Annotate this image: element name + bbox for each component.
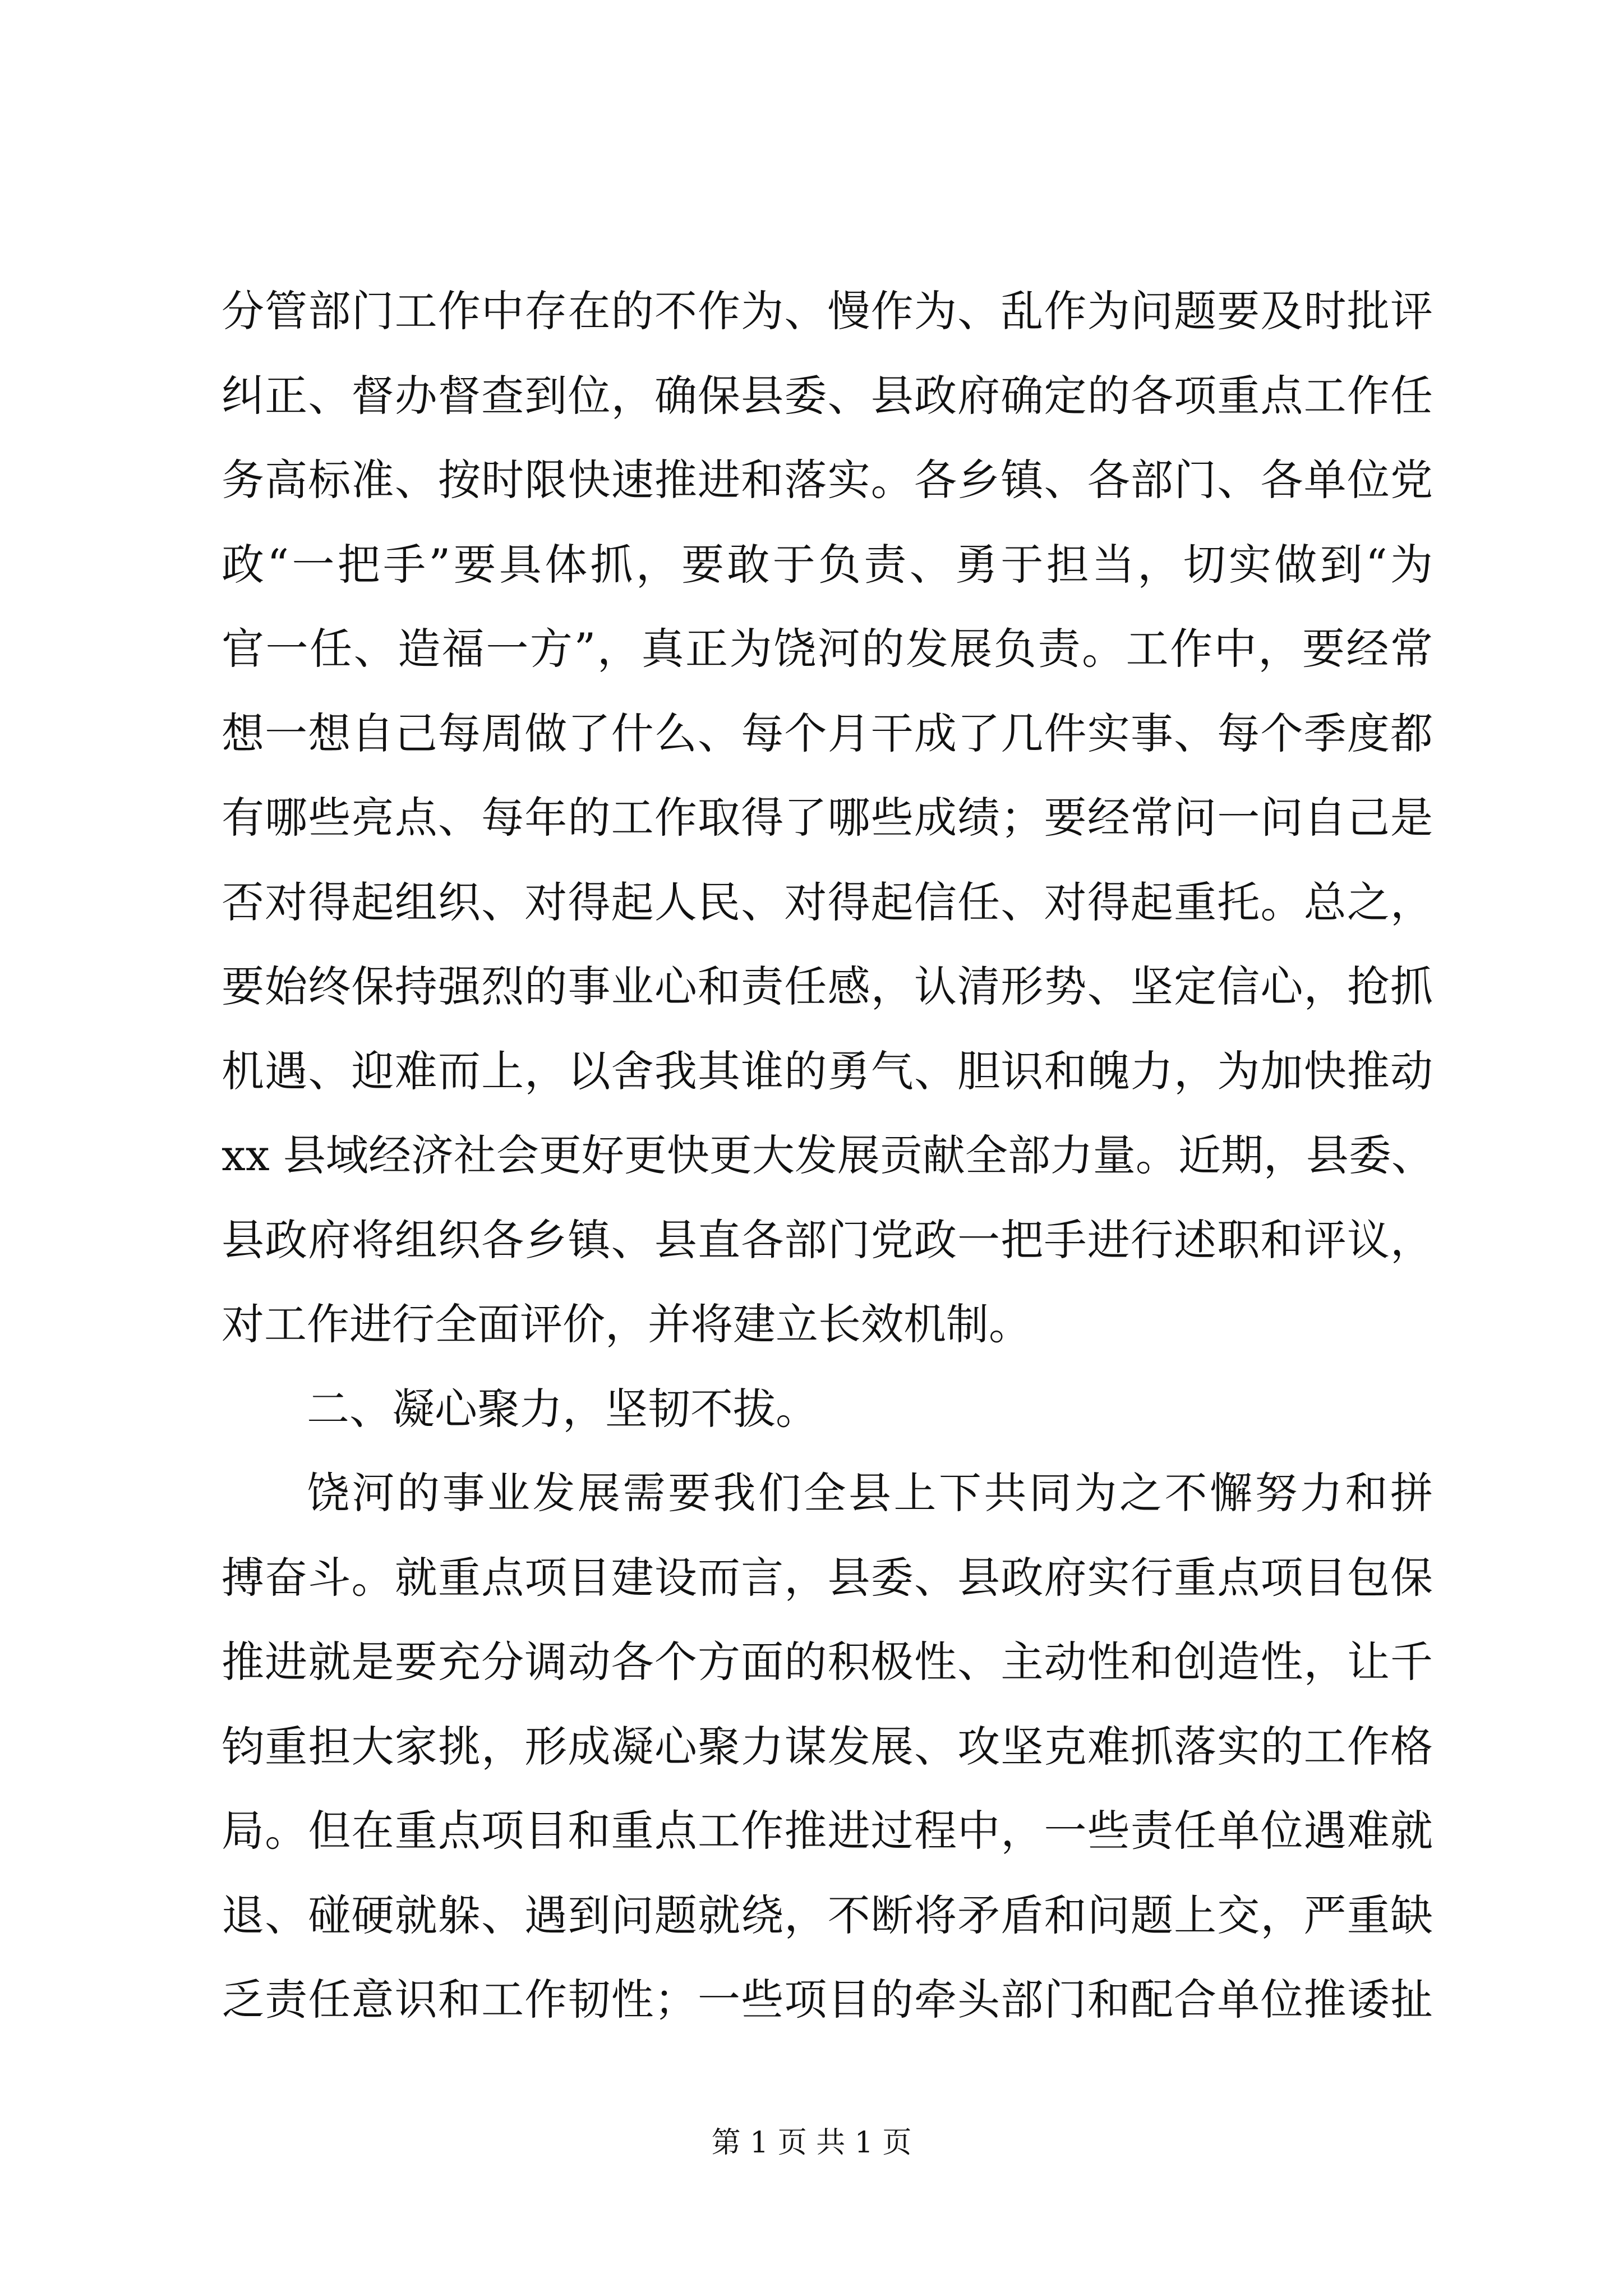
text-line: 县政府将组织各乡镇、县直各部门党政一把手进行述职和评议， xyxy=(222,1214,1433,1265)
page-number: 第 1 页 共 1 页 xyxy=(711,2126,912,2160)
text-line: 乏责任意识和工作韧性；一些项目的牵头部门和配合单位推诿扯 xyxy=(222,1975,1433,2024)
text-line: xx 县域经济社会更好更快更大发展贡献全部力量。近期，县委、 xyxy=(222,1130,1434,1180)
text-line: 纠正、督办督查到位，确保县委、县政府确定的各项重点工作任 xyxy=(222,370,1433,421)
document-body xyxy=(222,269,1433,2042)
text-line: 搏奋斗。就重点项目建设而言，县委、县政府实行重点项目包保 xyxy=(222,1552,1433,1603)
text-line: 机遇、迎难而上，以舍我其谁的勇气、胆识和魄力，为加快推动 xyxy=(222,1046,1433,1096)
text-line: 务高标准、按时限快速推进和落实。各乡镇、各部门、各单位党 xyxy=(222,455,1433,505)
text-line: 对工作进行全面评价，并将建立长效机制。 xyxy=(222,1299,1031,1349)
text-line: 钧重担大家挑，形成凝心聚力谋发展、攻坚克难抓落实的工作格 xyxy=(222,1721,1433,1772)
text-line: 饶河的事业发展需要我们全县上下共同为之不懈努力和拼 xyxy=(307,1468,1433,1518)
text-line: 分管部门工作中存在的不作为、慢作为、乱作为问题要及时批评 xyxy=(222,286,1433,336)
page-footer xyxy=(0,2120,1623,2165)
section-heading: 二、凝心聚力，坚韧不拔。 xyxy=(307,1383,818,1434)
text-line: 官一任、造福一方”，真正为饶河的发展负责。工作中，要经常 xyxy=(222,624,1433,674)
text-line: 否对得起组织、对得起人民、对得起信任、对得起重托。总之， xyxy=(222,877,1433,927)
text-line: 政“一把手”要具体抓，要敢于负责、勇于担当，切实做到“为 xyxy=(222,539,1433,590)
text-line: 退、碰硬就躲、遇到问题就绕，不断将矛盾和问题上交，严重缺 xyxy=(222,1890,1433,1940)
text-line: 想一想自己每周做了什么、每个月干成了几件实事、每个季度都 xyxy=(222,708,1433,758)
text-line: 要始终保持强烈的事业心和责任感，认清形势、坚定信心，抢抓 xyxy=(222,961,1433,1011)
text-line: 有哪些亮点、每年的工作取得了哪些成绩；要经常问一问自己是 xyxy=(222,793,1433,843)
text-line: 局。但在重点项目和重点工作推进过程中，一些责任单位遇难就 xyxy=(222,1806,1433,1856)
text-line: 推进就是要充分调动各个方面的积极性、主动性和创造性，让千 xyxy=(222,1637,1433,1687)
